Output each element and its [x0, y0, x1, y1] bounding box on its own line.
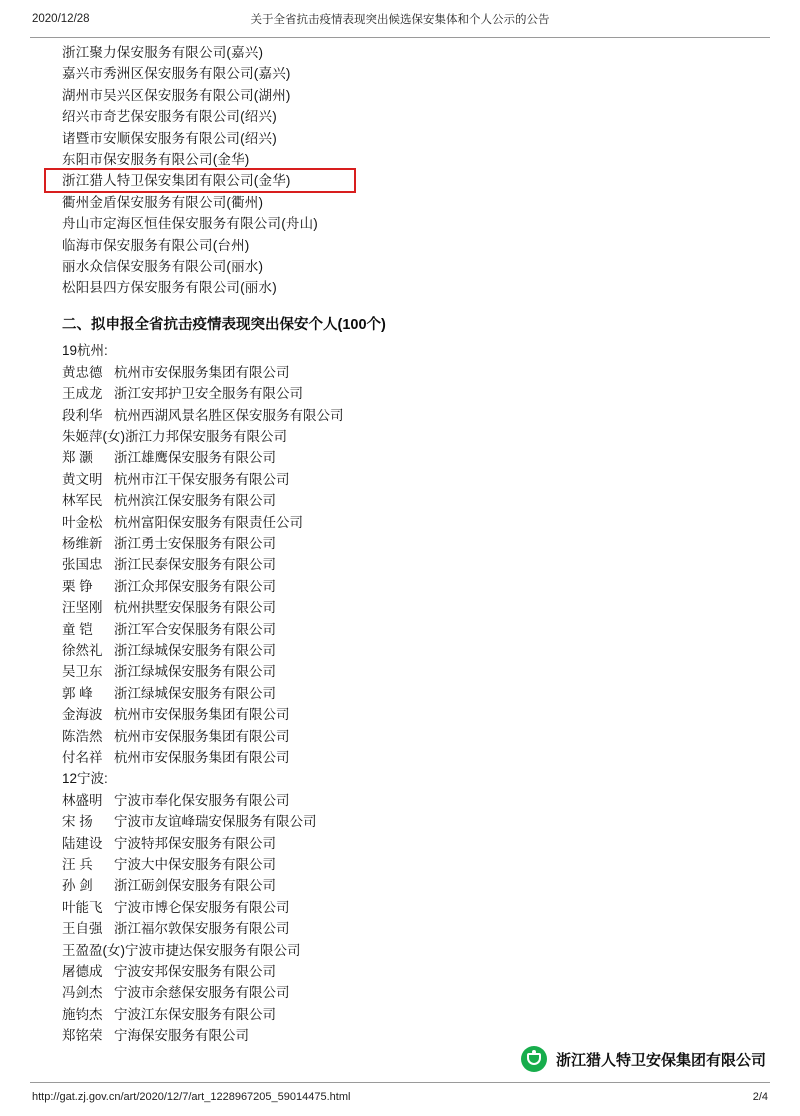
person-org: 宁波市余慈保安服务有限公司 — [114, 985, 290, 1001]
person-name: 栗 铮 — [62, 578, 93, 594]
person-name: 郑 灏 — [62, 450, 93, 466]
person-name: 王成龙 — [62, 386, 103, 402]
person-name: 叶金松 — [62, 514, 103, 530]
shield-guard-icon — [521, 1046, 547, 1072]
person-name: 童 铠 — [62, 621, 93, 637]
list-item — [62, 918, 800, 939]
list-item — [62, 469, 800, 490]
list-item — [62, 447, 800, 468]
group-heading: 19杭州: — [62, 343, 108, 359]
list-item — [62, 811, 800, 832]
list-item — [62, 426, 800, 447]
watermark-text: 浙江猎人特卫安保集团有限公司 — [555, 1051, 766, 1069]
highlighted-list-item-wrapper — [62, 170, 800, 191]
person-org: 宁波江东保安服务有限公司 — [114, 1006, 276, 1022]
list-item — [62, 726, 800, 747]
person-org: 浙江民泰保安服务有限公司 — [114, 557, 276, 573]
document-footer — [0, 1082, 800, 1116]
list-item — [62, 790, 800, 811]
person-org: 浙江雄鹰保安服务有限公司 — [114, 450, 276, 466]
person-org: 杭州市安保服务集团有限公司 — [114, 728, 290, 744]
list-item — [62, 961, 800, 982]
list-item — [62, 875, 800, 896]
person-org: 杭州拱墅安保服务有限公司 — [114, 600, 276, 616]
person-name: 冯剑杰 — [62, 985, 103, 1001]
list-item — [62, 554, 800, 575]
list-item: 舟山市定海区恒佳保安服务有限公司(舟山) — [62, 216, 318, 232]
person-org: 杭州滨江保安服务有限公司 — [114, 493, 276, 509]
person-name: 王盈盈(女) — [62, 942, 125, 958]
source-url[interactable]: http://gat.zj.gov.cn/art/2020/12/7/art_1228967205_59014475.html — [32, 1091, 351, 1103]
person-org: 浙江众邦保安服务有限公司 — [114, 578, 276, 594]
list-item: 松阳县四方保安服务有限公司(丽水) — [62, 280, 277, 296]
list-item — [62, 1004, 800, 1025]
list-item — [62, 833, 800, 854]
person-org: 宁波市奉化保安服务有限公司 — [114, 792, 290, 808]
person-name: 屠德成 — [62, 964, 103, 980]
person-org: 宁波市友谊峰瑞安保服务有限公司 — [114, 814, 317, 830]
list-item — [62, 897, 800, 918]
list-item: 东阳市保安服务有限公司(金华) — [62, 152, 250, 168]
person-org: 杭州市江干保安服务有限公司 — [114, 471, 290, 487]
list-item — [62, 982, 800, 1003]
header-date: 2020/12/28 — [32, 13, 90, 25]
person-org: 浙江力邦保安服务有限公司 — [125, 428, 287, 444]
list-item: 诸暨市安顺保安服务有限公司(绍兴) — [62, 130, 277, 146]
person-name: 黄忠德 — [62, 364, 103, 380]
list-item — [62, 1025, 800, 1046]
person-name: 陈浩然 — [62, 728, 103, 744]
person-name: 付名祥 — [62, 750, 103, 765]
list-item: 浙江聚力保安服务有限公司(嘉兴) — [62, 45, 264, 60]
watermark — [521, 1046, 766, 1072]
person-name: 陆建设 — [62, 835, 103, 851]
person-name: 叶能飞 — [62, 899, 103, 915]
person-org: 浙江福尔敦保安服务有限公司 — [114, 921, 290, 937]
person-name: 金海波 — [62, 707, 103, 723]
person-name: 王自强 — [62, 921, 103, 937]
person-name: 黄文明 — [62, 471, 103, 487]
group-hangzhou — [62, 340, 800, 768]
list-item — [62, 640, 800, 661]
section-title: 二、拟申报全省抗击疫情表现突出保安个人(100个) — [62, 316, 386, 333]
list-item — [62, 490, 800, 511]
person-name: 林盛明 — [62, 792, 103, 808]
person-name: 郑铭荣 — [62, 1028, 103, 1044]
list-item-highlighted: 浙江猎人特卫保安集团有限公司(金华) — [62, 173, 291, 189]
list-item: 绍兴市奇艺保安服务有限公司(绍兴) — [62, 109, 277, 125]
group-heading: 12宁波: — [62, 771, 108, 787]
page-number: 2/4 — [752, 1091, 768, 1103]
person-org: 宁波大中保安服务有限公司 — [114, 857, 276, 873]
list-item — [62, 683, 800, 704]
group-ningbo — [62, 768, 800, 1046]
person-org: 宁波安邦保安服务有限公司 — [114, 964, 276, 980]
list-item — [62, 704, 800, 725]
list-item: 嘉兴市秀洲区保安服务有限公司(嘉兴) — [62, 66, 291, 82]
list-item — [62, 661, 800, 682]
person-org: 杭州市安保服务集团有限公司 — [114, 750, 290, 765]
person-org: 宁波特邦保安服务有限公司 — [114, 835, 276, 851]
person-org: 浙江安邦护卫安全服务有限公司 — [114, 386, 303, 402]
person-name: 朱姬萍(女) — [62, 428, 125, 444]
person-org: 杭州市安保服务集团有限公司 — [114, 364, 290, 380]
person-org: 杭州富阳保安服务有限责任公司 — [114, 514, 303, 530]
person-name: 杨维新 — [62, 535, 103, 551]
document-body — [0, 38, 800, 1047]
document-content — [0, 38, 800, 1047]
list-item — [62, 383, 800, 404]
person-org: 浙江勇士安保服务有限公司 — [114, 535, 276, 551]
person-org: 浙江绿城保安服务有限公司 — [114, 685, 276, 701]
header-title: 关于全省抗击疫情表现突出候选保安集体和个人公示的公告 — [250, 14, 550, 26]
person-name: 徐然礼 — [62, 642, 103, 658]
company-list — [62, 42, 800, 299]
list-item — [62, 747, 800, 768]
person-org: 浙江砺剑保安服务有限公司 — [114, 878, 276, 894]
person-name: 张国忠 — [62, 557, 103, 573]
person-org: 浙江军合安保服务有限公司 — [114, 621, 276, 637]
list-item — [62, 533, 800, 554]
person-name: 郭 峰 — [62, 685, 93, 701]
list-item — [62, 362, 800, 383]
person-org: 宁波市博仑保安服务有限公司 — [114, 899, 290, 915]
person-name: 孙 剑 — [62, 878, 93, 894]
person-org: 浙江绿城保安服务有限公司 — [114, 642, 276, 658]
list-item: 湖州市吴兴区保安服务有限公司(湖州) — [62, 87, 291, 103]
person-org: 杭州市安保服务集团有限公司 — [114, 707, 290, 723]
person-name: 汪 兵 — [62, 857, 93, 873]
footer-divider — [30, 1082, 770, 1083]
person-name: 林军民 — [62, 493, 103, 509]
list-item — [62, 940, 800, 961]
list-item — [62, 405, 800, 426]
list-item — [62, 597, 800, 618]
person-name: 宋 扬 — [62, 814, 93, 830]
document-header — [0, 0, 800, 38]
list-item — [62, 512, 800, 533]
list-item: 临海市保安服务有限公司(台州) — [62, 237, 250, 253]
person-org: 杭州西湖风景名胜区保安服务有限公司 — [114, 407, 344, 423]
list-item: 丽水众信保安服务有限公司(丽水) — [62, 259, 264, 275]
list-item: 衢州金盾保安服务有限公司(衢州) — [62, 194, 264, 210]
person-name: 吴卫东 — [62, 664, 103, 680]
list-item — [62, 576, 800, 597]
list-item — [62, 619, 800, 640]
list-item — [62, 854, 800, 875]
person-name: 段利华 — [62, 407, 103, 423]
person-org: 浙江绿城保安服务有限公司 — [114, 664, 276, 680]
person-org: 宁波市捷达保安服务有限公司 — [125, 942, 301, 958]
person-org: 宁海保安服务有限公司 — [114, 1028, 249, 1044]
person-name: 汪坚刚 — [62, 600, 103, 616]
person-name: 施钧杰 — [62, 1006, 103, 1022]
